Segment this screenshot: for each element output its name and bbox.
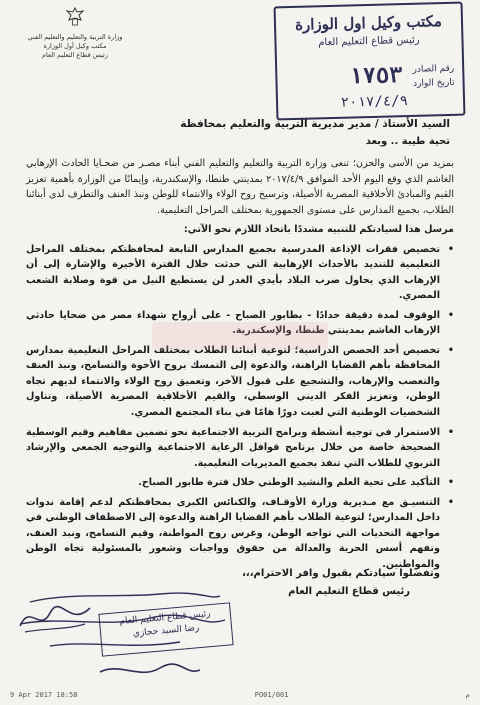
handwritten-annotation <box>10 584 230 694</box>
stamp-date: ٢٠١٧/٤/٩ <box>340 93 409 111</box>
letter-body <box>26 156 454 576</box>
fax-page: PO01/001 <box>254 691 289 699</box>
stamp-number: ١٧٥٣ <box>349 63 403 90</box>
letter-greeting: تحية طيبة .. وبعد <box>365 136 450 147</box>
letter-salutation: السيد الأستاذ / مدير مديرية التربية والتعليم بمحافظة <box>180 118 450 130</box>
ministry-line-3: رئيس قطاع التعليم العام <box>42 51 108 60</box>
fax-timestamp: 9 Apr 2017 18:58 <box>10 691 78 699</box>
directive-item: • التنسيـق مع مـديرية وزارة الأوقـاف، والكنائس الكبرى بمحافظتكم لدعم إقامة ندوات داخل المدارس؛ لتوعية الطلاب بأهم القضايا الراهنة والدعوة إلى الاصطفاف الوطني في مواجهة التحديات التي تواجه الوطن، وغرس روح المواطنة، وقيم التسامح، ونبذ العنف، وتفهم أسس الحرية والعدالة من حقوق وواجبات وشعور بالمسئولية تجاه الوطن والمواطنين. <box>26 495 454 573</box>
fax-footer <box>0 691 480 703</box>
directive-item: • الوقوف لمدة دقيقة حدادًا - بطابور الصباح - على أرواح شهداء مصر من ضحايا حادثي الإرهاب الغاشم بمدينتي طنطا، والإسكندرية. <box>26 308 454 339</box>
stamp-number-label: رقم الصادر <box>412 63 455 75</box>
directive-item: • تخصيص فقرات الإذاعة المدرسية بجميع المدارس التابعة لمحافظتكم بمختلف المراحل التعليمية للتنديد بالأحداث الإرهابية التي حدثت خلال الفترة الأخيرة والإشارة إلى أن الإرهاب الذي يحاول ضرب البلاد بأيدي الغدر لن يستطيع النيل من قوة وصلابة الشعب المصري. <box>26 242 454 304</box>
letter-request: مرسل هذا لسيادتكم للتنبيه مشددًا باتخاذ اللازم نحو الآتي: <box>183 224 454 236</box>
stamp-subtitle: رئيس قطاع التعليم العام <box>318 34 420 49</box>
directive-item: • تخصيص أحد الحصص الدراسية؛ لتوعية أبنائنا الطلاب بمختلف المراحل التعليمية بمدارس المحافظة بأهم القضايا الراهنة، والدعوة إلى التمسك بروح الأخوة والتسامح، ونبذ العنف والتعصب والإرهاب، والتشجيع على قبول الآخر، وتعميق روح الولاء والانتماء لديهم تجاه الوطن، وتعزيز الفكر الديني الوسطي، والقيم الأخلاقية المصرية الأصيلة، وتناول الشخصيات الوطنية التي لعبت دورًا هامًا في بناء المجتمع المصري. <box>26 343 454 421</box>
signature-stamp-line-2: رضا السيد حجازي <box>132 622 200 639</box>
letter-closing: وتفضلوا سيادتكم بقبول وافر الاحترام،،، <box>242 568 440 579</box>
eagle-emblem-icon <box>64 6 86 28</box>
directive-item: • الاستمرار في توجيه أنشطة وبرامج التربية الاجتماعية نحو تضمين مفاهيم وقيم الوسطية الصحيحة خاصة من خلال برنامج قوافل الرعاية الاجتماعية والتوجيه الجمعي والإرشاد التربوي للطلاب التي تنفذ بجميع المديريات التعليمية. <box>26 425 454 472</box>
directive-list <box>26 242 454 573</box>
stamp-title: مكتب وكيل اول الوزارة <box>294 12 443 34</box>
ministry-header <box>10 6 140 60</box>
directive-item: • التأكيد على تحية العلم والنشيد الوطني خلال فترة طابور الصباح. <box>26 475 454 491</box>
office-stamp <box>274 2 466 121</box>
fax-mark: م <box>465 691 470 699</box>
signature-stamp-line-1: رئيس قطاع التعليم العام <box>119 609 211 628</box>
stamp-date-label: تاريخ الوارد <box>412 77 455 89</box>
watermark-logo <box>150 316 330 356</box>
ministry-line-2: مكتب وكيل أول الوزارة <box>43 42 107 51</box>
ministry-line-1: وزارة التربية والتعليم والتعليم الفني <box>27 33 123 42</box>
letter-intro: بمزيد من الأسى والحزن؛ تنعى وزارة التربية والتعليم والتعليم الفني أبناء مصـر من ضحـايا الحادث الإرهابي الغاشم الذي وقع اليوم الأحد الموافق ٢٠١٧/٤/٩ بمدينتي طنطا، والإسكندرية، وإيمانًا من الوزارة بأهمية تعزيز القيم والمبادئ الأخلاقية المصرية الأصيلة، وترسيخ روح الولاء والانتماء للوطن ونبذ العنف والتطرف لدى أبنائنا الطلاب، بجميع المدارس على مستوى الجمهورية بمختلف المراحل التعليمية. <box>26 158 454 216</box>
signer-title: رئيس قطاع التعليم العام <box>288 586 410 597</box>
